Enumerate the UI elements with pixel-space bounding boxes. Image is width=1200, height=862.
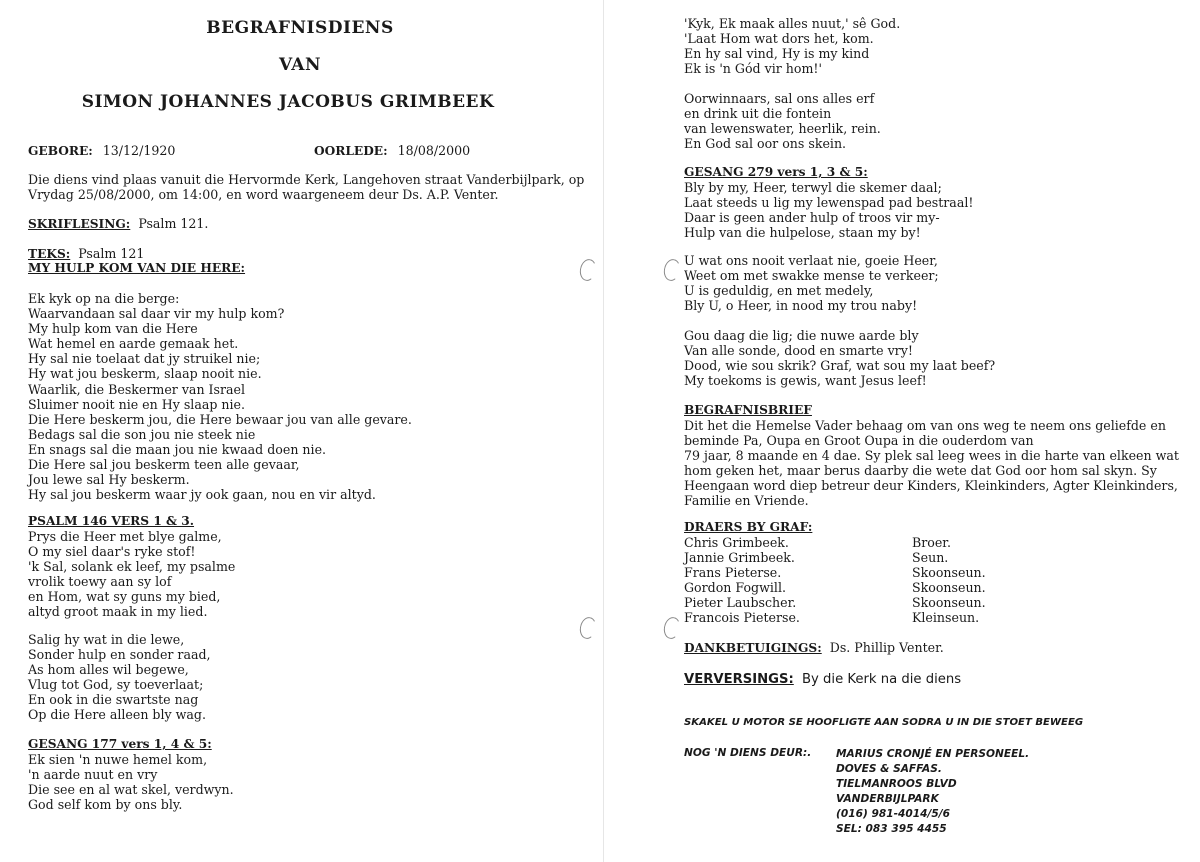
- verse-line: Bedags sal die son jou nie steek nie: [28, 426, 256, 442]
- undertaker-line: TIELMANROOS BLVD: [836, 778, 957, 791]
- verse-line: Gou daag die lig; die nuwe aarde bly: [684, 328, 919, 343]
- obituary-line: beminde Pa, Oupa en Groot Oupa in die ouderdom van: [684, 433, 1034, 449]
- verse-line: van lewenswater, heerlik, rein.: [684, 121, 881, 137]
- verse-line: Hy wat jou beskerm, slaap nooit nie.: [28, 366, 262, 382]
- bearer-row: [684, 595, 1104, 610]
- refreshments-label: VERVERSINGS:: [684, 672, 794, 687]
- bearer-relation: Skoonseun.: [912, 595, 986, 611]
- bearer-relation: Seun.: [912, 550, 949, 566]
- verse-line: Daar is geen ander hulp of troos vir my-: [684, 210, 940, 226]
- gesang-279-stanza-3: [684, 328, 995, 388]
- bearer-name: Chris Grimbeek.: [684, 535, 789, 550]
- obituary-text: [684, 418, 1179, 509]
- undertaker-line: VANDERBIJLPARK: [836, 793, 939, 806]
- verse-line: Ek kyk op na die berge:: [28, 291, 180, 306]
- verse-line: Bly by my, Heer, terwyl die skemer daal;: [684, 180, 942, 195]
- verse-line: Die Here sal jou beskerm teen alle gevaar,: [28, 457, 300, 473]
- thanks-label: DANKBETUIGINGS:: [684, 641, 822, 655]
- verse-line: Prys die Heer met blye galme,: [28, 529, 222, 544]
- thanks-value: Ds. Phillip Venter.: [829, 640, 944, 655]
- bearer-relation: Skoonseun.: [912, 565, 986, 581]
- undertaker-line: DOVES & SAFFAS.: [836, 763, 942, 776]
- obituary-line: 79 jaar, 8 maande en 4 dae. Sy plek sal leeg wees in die harte van elkeen wat: [684, 448, 1179, 464]
- title-line-2: VAN: [278, 55, 322, 75]
- binder-hole-icon: [578, 258, 598, 283]
- scripture-reading: [28, 216, 208, 232]
- service-line: Die diens vind plaas vanuit die Hervormde Kerk, Langehoven straat Vanderbijlpark, op: [28, 172, 585, 187]
- verse-line: God self kom by ons bly.: [28, 797, 183, 813]
- died-row: [314, 143, 470, 159]
- bearer-row: [684, 610, 1104, 625]
- bearer-relation: Skoonseun.: [912, 580, 986, 596]
- undertaker-label: NOG 'N DIENS DEUR:.: [684, 747, 812, 759]
- bearer-name: Frans Pieterse.: [684, 565, 782, 581]
- psalm-121-text: [28, 291, 412, 502]
- verse-line: en Hom, wat sy guns my bied,: [28, 589, 221, 605]
- psalm-146-stanza-2: [28, 632, 211, 723]
- verse-line: Ek sien 'n nuwe hemel kom,: [28, 752, 208, 767]
- verse-line: Sluimer nooit nie en Hy slaap nie.: [28, 396, 246, 412]
- psalm-146-stanza-1: [28, 529, 235, 620]
- gesang-279-heading: GESANG 279 vers 1, 3 & 5:: [684, 165, 868, 179]
- bearers-heading: DRAERS BY GRAF:: [684, 520, 813, 534]
- gesang-177-stanza-3: [684, 91, 881, 151]
- gesang-177-stanza-2: [684, 16, 900, 76]
- gesang-279-stanza-2: [684, 253, 939, 313]
- undertaker-line: MARIUS CRONJÉ EN PERSONEEL.: [836, 748, 1030, 760]
- obituary-line: hom geken het, maar berus daarby die wete dat God oor hom sal skyn. Sy: [684, 463, 1157, 479]
- verse-line: As hom alles wil begewe,: [28, 662, 189, 678]
- verse-line: Ek is 'n Gód vir hom!': [684, 61, 822, 77]
- verse-line: Sonder hulp en sonder raad,: [28, 647, 211, 663]
- bearer-name: Jannie Grimbeek.: [684, 550, 795, 566]
- bearer-name: Gordon Fogwill.: [684, 580, 786, 596]
- verse-line: en drink uit die fontein: [684, 106, 832, 122]
- refreshments-row: [684, 672, 961, 687]
- deceased-name: SIMON JOHANNES JACOBUS GRIMBEEK: [81, 92, 495, 112]
- title-line-1: BEGRAFNISDIENS: [206, 18, 394, 38]
- verse-line: U is geduldig, en met medely,: [684, 283, 874, 299]
- undertaker-line: SEL: 083 395 4455: [836, 823, 947, 836]
- gesang-177-heading: GESANG 177 vers 1, 4 & 5:: [28, 737, 212, 751]
- verse-line: vrolik toewy aan sy lof: [28, 574, 172, 590]
- refreshments-value: By die Kerk na die diens: [801, 672, 962, 687]
- verse-line: Van alle sonde, dood en smarte vry!: [684, 343, 913, 359]
- service-line: Vrydag 25/08/2000, om 14:00, en word waargeneem deur Ds. A.P. Venter.: [28, 187, 499, 203]
- verse-line: Die see en al wat skel, verdwyn.: [28, 782, 234, 798]
- verse-line: 'Laat Hom wat dors het, kom.: [684, 31, 874, 47]
- binder-hole-icon: [662, 258, 682, 283]
- verse-line: Dood, wie sou skrik? Graf, wat sou my laat beef?: [684, 358, 996, 374]
- bearer-row: [684, 580, 1104, 595]
- gesang-177-stanza-1: [28, 752, 234, 812]
- scripture-label: SKRIFLESING:: [28, 217, 131, 231]
- died-date: 18/08/2000: [397, 143, 471, 158]
- text-value: Psalm 121: [78, 246, 145, 261]
- verse-line: U wat ons nooit verlaat nie, goeie Heer,: [684, 253, 938, 268]
- bearer-name: Francois Pieterse.: [684, 610, 800, 626]
- verse-line: Hy sal nie toelaat dat jy struikel nie;: [28, 351, 261, 367]
- verse-line: My toekoms is gewis, want Jesus leef!: [684, 373, 927, 389]
- verse-line: Salig hy wat in die lewe,: [28, 632, 185, 647]
- undertaker-line: (016) 981-4014/5/6: [836, 808, 950, 821]
- text-label: TEKS:: [28, 247, 71, 261]
- bearer-row: [684, 565, 1104, 580]
- born-row: [28, 143, 175, 159]
- verse-line: My hulp kom van die Here: [28, 321, 198, 337]
- bearers-list: [684, 535, 1104, 626]
- verse-line: 'n aarde nuut en vry: [28, 767, 158, 783]
- headlights-notice: SKAKEL U MOTOR SE HOOFLIGTE AAN SODRA U IN DIE STOET BEWEEG: [684, 717, 1084, 728]
- verse-line: Op die Here alleen bly wag.: [28, 707, 206, 723]
- binder-hole-icon: [578, 616, 598, 641]
- verse-line: En snags sal die maan jou nie kwaad doen nie.: [28, 441, 327, 457]
- gesang-279-stanza-1: [684, 180, 973, 240]
- verse-line: Die Here beskerm jou, die Here bewaar jou van alle gevare.: [28, 411, 412, 427]
- text-heading: MY HULP KOM VAN DIE HERE:: [28, 261, 246, 275]
- obituary-line: Familie en Vriende.: [684, 493, 809, 509]
- obituary-line: Dit het die Hemelse Vader behaag om van ons weg te neem ons geliefde en: [684, 418, 1166, 433]
- bearer-row: [684, 550, 1104, 565]
- bearer-relation: Kleinseun.: [912, 610, 980, 626]
- verse-line: En God sal oor ons skein.: [684, 136, 847, 152]
- bearer-relation: Broer.: [912, 535, 951, 550]
- verse-line: Hulp van die hulpelose, staan my by!: [684, 225, 921, 241]
- verse-line: Waarlik, die Beskermer van Israel: [28, 381, 246, 397]
- obituary-line: Heengaan word diep betreur deur Kinders, Kleinkinders, Agter Kleinkinders,: [684, 478, 1178, 494]
- verse-line: Laat steeds u lig my lewenspad pad bestraal!: [684, 195, 974, 211]
- bearer-row: [684, 535, 1104, 550]
- born-date: 13/12/1920: [102, 143, 176, 158]
- scripture-value: Psalm 121.: [138, 216, 209, 231]
- died-label: OORLEDE:: [314, 144, 388, 158]
- binder-hole-icon: [662, 616, 682, 641]
- verse-line: En ook in die swartste nag: [28, 692, 199, 708]
- verse-line: Waarvandaan sal daar vir my hulp kom?: [28, 306, 285, 322]
- thanks-row: [684, 640, 944, 656]
- undertaker-details: [836, 747, 1029, 838]
- service-details: [28, 172, 584, 202]
- verse-line: Oorwinnaars, sal ons alles erf: [684, 91, 875, 106]
- verse-line: 'k Sal, solank ek leef, my psalme: [28, 559, 236, 575]
- right-page: [600, 0, 1200, 862]
- verse-line: Hy sal jou beskerm waar jy ook gaan, nou en vir altyd.: [28, 487, 376, 503]
- verse-line: En hy sal vind, Hy is my kind: [684, 46, 870, 62]
- verse-line: Jou lewe sal Hy beskerm.: [28, 472, 190, 488]
- verse-line: altyd groot maak in my lied.: [28, 604, 208, 620]
- psalm-146-heading: PSALM 146 VERS 1 & 3.: [28, 514, 195, 528]
- verse-line: Weet om met swakke mense te verkeer;: [684, 268, 939, 284]
- verse-line: Bly U, o Heer, in nood my trou naby!: [684, 298, 918, 314]
- verse-line: 'Kyk, Ek maak alles nuut,' sê God.: [684, 16, 901, 31]
- verse-line: O my siel daar's ryke stof!: [28, 544, 196, 560]
- text-reference: [28, 246, 144, 262]
- obituary-heading: BEGRAFNISBRIEF: [684, 403, 812, 417]
- verse-line: Wat hemel en aarde gemaak het.: [28, 336, 239, 352]
- born-label: GEBORE:: [28, 144, 93, 158]
- verse-line: Vlug tot God, sy toeverlaat;: [28, 677, 204, 693]
- bearer-name: Pieter Laubscher.: [684, 595, 797, 611]
